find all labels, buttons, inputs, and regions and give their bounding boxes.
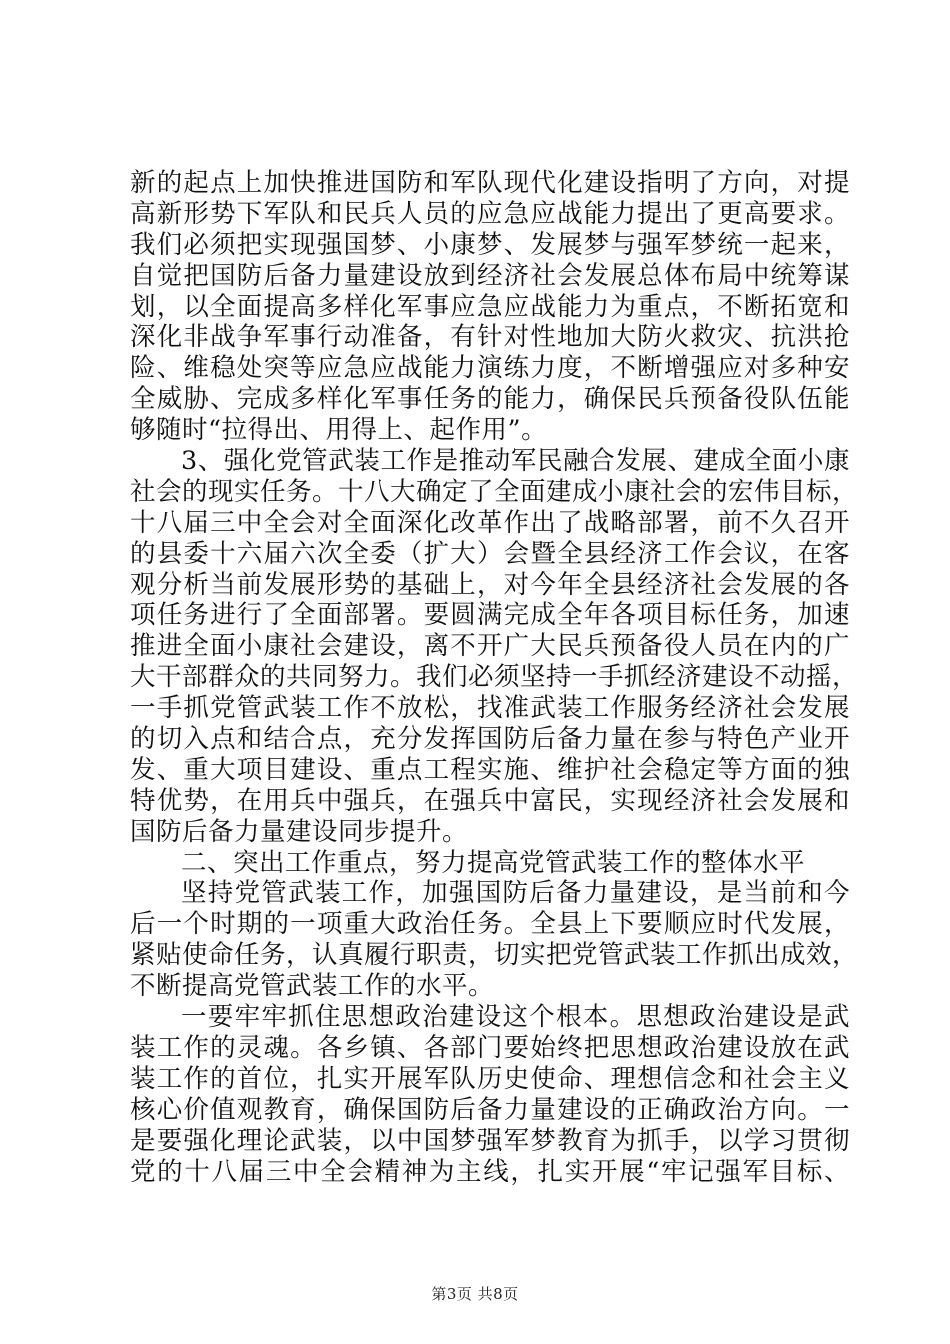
text-line: 我们必须把实现强国梦、小康梦、发展梦与强军梦统一起来， [130,229,850,260]
text-line: 发、重大项目建设、重点工程实施、维护社会稳定等方面的独 [130,754,850,785]
text-line: 深化非战争军事行动准备，有针对性地加大防火救灾、抗洪抢 [130,322,850,353]
page-footer: 第3页 共8页 [431,1285,519,1303]
text-line: 的切入点和结合点，充分发挥国防后备力量在参与特色产业开 [130,724,850,755]
text-line: 3、强化党管武装工作是推动军民融合发展、建成全面小康 [181,446,850,477]
text-line: 一手抓党管武装工作不放松，找准武装工作服务经济社会发展 [130,693,850,724]
text-line: 国防后备力量建设同步提升。 [130,816,469,847]
text-line: 社会的现实任务。十八大确定了全面建成小康社会的宏伟目标， [130,476,859,507]
text-line: 自觉把国防后备力量建设放到经济社会发展总体布局中统筹谋 [130,260,850,291]
text-line: 紧贴使命任务，认真履行职责，切实把党管武装工作抓出成效， [130,940,859,971]
text-line: 推进全面小康社会建设，离不开广大民兵预备役人员在内的广 [130,631,850,662]
text-line: 的县委十六届六次全委（扩大）会暨全县经济工作会议，在客 [130,538,850,569]
text-line: 是要强化理论武装，以中国梦强军梦教育为抓手，以学习贯彻 [130,1125,850,1156]
text-line: 核心价值观教育，确保国防后备力量建设的正确政治方向。一 [130,1094,850,1125]
text-line: 党的十八届三中全会精神为主线，扎实开展“牢记强军目标、 [130,1156,850,1187]
text-line: 后一个时期的一项重大政治任务。全县上下要顺应时代发展， [130,909,850,940]
text-line: 装工作的首位，扎实开展军队历史使命、理想信念和社会主义 [130,1063,850,1094]
text-line: 一要牢牢抓住思想政治建设这个根本。思想政治建设是武 [181,1002,850,1033]
text-line: 够随时“拉得出、用得上、起作用”。 [130,415,548,446]
text-line: 观分析当前发展形势的基础上，对今年全县经济社会发展的各 [130,569,850,600]
text-line: 不断提高党管武装工作的水平。 [130,971,495,1002]
text-line: 险、维稳处突等应急应战能力演练力度，不断增强应对多种安 [130,353,850,384]
text-line: 全威胁、完成多样化军事任务的能力，确保民兵预备役队伍能 [130,384,850,415]
text-line: 坚持党管武装工作，加强国防后备力量建设，是当前和今 [181,878,850,909]
text-line: 十八届三中全会对全面深化改革作出了战略部署，前不久召开 [130,507,850,538]
text-line: 大干部群众的共同努力。我们必须坚持一手抓经济建设不动摇， [130,662,859,693]
text-line: 新的起点上加快推进国防和军队现代化建设指明了方向，对提 [130,168,850,198]
text-line: 高新形势下军队和民兵人员的应急应战能力提出了更高要求。 [130,198,850,229]
text-line: 划，以全面提高多样化军事应急应战能力为重点，不断拓宽和 [130,291,850,322]
text-line: 特优势，在用兵中强兵，在强兵中富民，实现经济社会发展和 [130,785,850,816]
text-line: 项任务进行了全面部署。要圆满完成全年各项目标任务，加速 [130,600,850,631]
text-line: 二、突出工作重点，努力提高党管武装工作的整体水平 [181,847,806,878]
document-body [130,168,859,1187]
text-line: 装工作的灵魂。各乡镇、各部门要始终把思想政治建设放在武 [130,1032,850,1063]
